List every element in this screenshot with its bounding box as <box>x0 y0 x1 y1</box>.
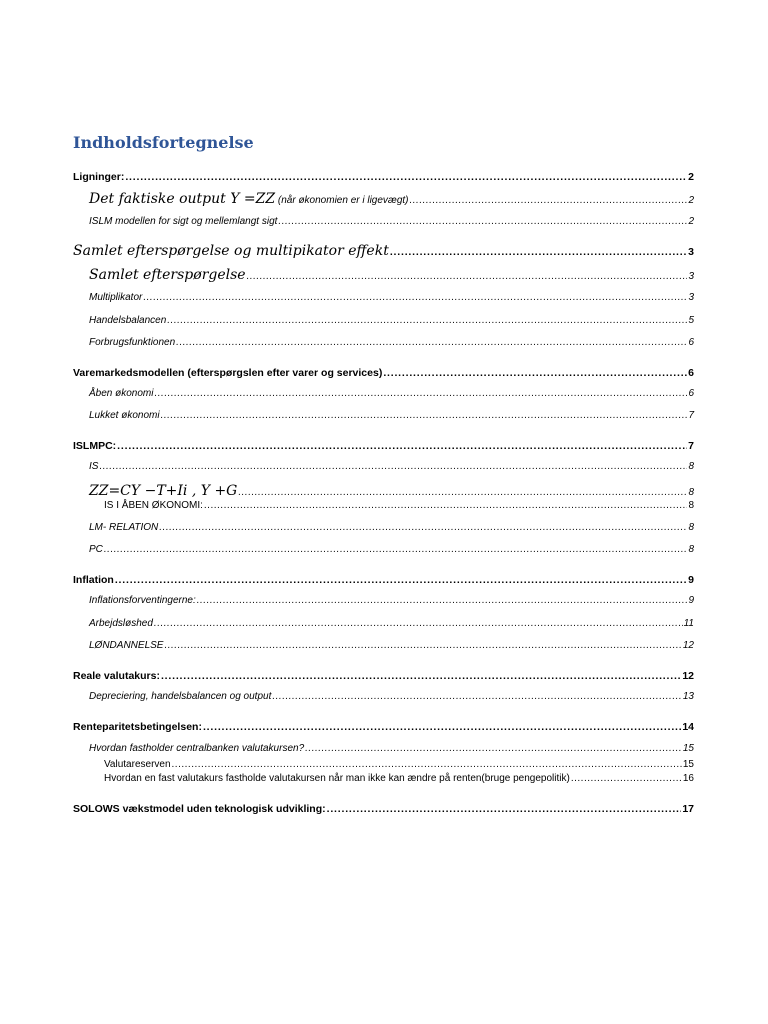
toc-entry-math: ZZ=CY −T+Ii , Y +G <box>89 483 238 499</box>
toc-page-number: 15 <box>682 743 694 754</box>
toc-page-number: 9 <box>688 595 694 606</box>
dot-leader <box>305 744 682 754</box>
toc-entry-hvordan-fastholder[interactable] <box>89 744 694 754</box>
toc-page-number: 9 <box>688 574 694 586</box>
toc-entry-islm-modellen[interactable] <box>89 217 694 227</box>
dot-leader <box>99 462 687 472</box>
toc-entry-reale-valutakurs[interactable] <box>73 671 694 682</box>
toc-entry-multiplikator[interactable] <box>89 293 694 303</box>
toc-page-number: 2 <box>688 216 694 227</box>
toc-entry-text: PC <box>89 544 103 555</box>
toc-entry-is[interactable] <box>89 462 694 472</box>
toc-entry-loendannelse[interactable] <box>89 641 694 651</box>
dot-leader <box>154 619 683 629</box>
toc-page-number: 2 <box>688 171 694 183</box>
toc-page-number: 7 <box>688 410 694 421</box>
toc-entry-text: ISLMPC: <box>73 440 117 452</box>
toc-page-number: 3 <box>688 246 694 258</box>
toc-entry-renteparitetsbetingelsen[interactable] <box>73 722 694 733</box>
dot-leader <box>104 545 688 555</box>
toc-entry-text: Inflationsforventingerne: <box>89 595 196 606</box>
toc-entry-text: Renteparitetsbetingelsen: <box>73 721 202 733</box>
toc-entry-valutareserven[interactable] <box>104 760 694 770</box>
toc-entry-text: Inflation <box>73 574 114 586</box>
dot-leader <box>154 389 687 399</box>
toc-entry-math: Samlet efterspørgelse og multipikator effekt <box>73 243 389 259</box>
toc-entry-varemarkedsmodellen[interactable] <box>73 368 694 379</box>
toc-entry-text: Varemarkedsmodellen (efterspørgslen efter varer og services) <box>73 367 383 379</box>
dot-leader <box>204 501 688 511</box>
toc-entry-text: IS <box>89 461 99 472</box>
dot-leader <box>410 196 688 206</box>
toc-page-number: 8 <box>688 500 694 511</box>
toc-page-number: 6 <box>688 367 694 379</box>
toc-page-number: 13 <box>682 691 694 702</box>
toc-entry-forbrugsfunktionen[interactable] <box>89 338 694 348</box>
toc-entry-math: Det faktiske output Y =ZZ <box>89 191 276 207</box>
toc-entry-is-aaben-oekonomi[interactable] <box>104 501 694 511</box>
toc-entry-islmpc[interactable] <box>73 441 694 452</box>
dot-leader <box>238 488 687 498</box>
toc-entry-text: Forbrugsfunktionen <box>89 337 176 348</box>
toc-entry-text: Hvordan fastholder centralbanken valutakursen? <box>89 743 305 754</box>
toc-entry-text: Arbejdsløshed <box>89 618 153 629</box>
dot-leader <box>117 441 687 452</box>
toc-page-number: 3 <box>688 271 694 282</box>
dot-leader <box>176 338 687 348</box>
toc-entry-zz-equation[interactable] <box>89 484 694 498</box>
toc-entry-note: (når økonomien er i ligevægt) <box>275 195 409 206</box>
dot-leader <box>278 217 687 227</box>
toc-page-number: 11 <box>683 618 694 629</box>
toc-entry-depreciering[interactable] <box>89 692 694 702</box>
toc-entry-text: Multiplikator <box>89 292 143 303</box>
dot-leader <box>125 172 687 183</box>
dot-leader <box>272 692 682 702</box>
toc-page-number: 12 <box>682 640 694 651</box>
toc-entry-lukket-oekonomi[interactable] <box>89 411 694 421</box>
toc-entry-text: Reale valutakurs: <box>73 670 160 682</box>
toc-entry-text: Ligninger: <box>73 171 125 183</box>
toc-entry-handelsbalancen[interactable] <box>89 316 694 326</box>
toc-page-number: 8 <box>688 487 694 498</box>
toc-page-number: 17 <box>682 803 694 815</box>
toc-page-number: 6 <box>688 337 694 348</box>
toc-page-number: 6 <box>688 388 694 399</box>
toc-page-number: 8 <box>688 544 694 555</box>
dot-leader <box>571 774 682 784</box>
toc-page-number: 3 <box>688 292 694 303</box>
dot-leader <box>327 804 682 815</box>
toc-entry-det-faktiske-output[interactable] <box>89 192 694 206</box>
toc-entry-arbejdsloeshed[interactable] <box>89 619 694 629</box>
toc-entry-ligninger[interactable] <box>73 172 694 183</box>
toc-entry-text: IS I ÅBEN ØKONOMI: <box>104 500 203 511</box>
toc-entry-text: Lukket økonomi <box>89 410 160 421</box>
toc-page-number: 12 <box>682 670 694 682</box>
toc-entry-solows-vaekstmodel[interactable] <box>73 804 694 815</box>
toc-entry-text: Åben økonomi <box>89 388 154 399</box>
dot-leader <box>161 671 681 682</box>
toc-entry-inflation[interactable] <box>73 575 694 586</box>
toc-entry-samlet-efterspoergelse[interactable] <box>89 268 694 282</box>
toc-entry-pc[interactable] <box>89 545 694 555</box>
dot-leader <box>167 316 687 326</box>
toc-entry-text: LM- RELATION <box>89 522 159 533</box>
dot-leader <box>172 760 682 770</box>
toc-page-number: 5 <box>688 315 694 326</box>
toc-page-number: 7 <box>688 440 694 452</box>
dot-leader <box>159 523 687 533</box>
dot-leader <box>390 247 687 258</box>
toc-entry-text: LØNDANNELSE <box>89 640 164 651</box>
toc-entry-hvordan-en-fast-valutakurs[interactable] <box>104 774 694 784</box>
toc-page-number: 2 <box>688 195 694 206</box>
dot-leader <box>383 368 687 379</box>
dot-leader <box>115 575 687 586</box>
toc-entry-inflationsforventingerne[interactable] <box>89 596 694 606</box>
toc-page-number: 14 <box>682 721 694 733</box>
toc-page-number: 15 <box>682 759 694 770</box>
dot-leader <box>164 641 681 651</box>
toc-entry-text: Depreciering, handelsbalancen og output <box>89 691 272 702</box>
toc-heading: Indholdsfortegnelse <box>73 133 254 152</box>
dot-leader <box>143 293 687 303</box>
toc-entry-samlet-efterspoergelse-multipikator[interactable] <box>73 244 694 258</box>
dot-leader <box>197 596 688 606</box>
toc-entry-text: Handelsbalancen <box>89 315 167 326</box>
dot-leader <box>161 411 688 421</box>
toc-entry-text: SOLOWS vækstmodel uden teknologisk udvikling: <box>73 803 326 815</box>
toc-entry-text: ISLM modellen for sigt og mellemlangt sigt <box>89 216 278 227</box>
toc-entry-aaben-oekonomi[interactable] <box>89 389 694 399</box>
toc-page-number: 8 <box>688 522 694 533</box>
toc-entry-math: Samlet efterspørgelse <box>89 267 246 283</box>
dot-leader <box>203 722 681 733</box>
toc-page-number: 8 <box>688 461 694 472</box>
dot-leader <box>247 272 688 282</box>
toc-entry-lm-relation[interactable] <box>89 523 694 533</box>
toc-entry-text: Valutareserven <box>104 759 171 770</box>
toc-page-number: 16 <box>682 773 694 784</box>
toc-entry-text: Hvordan en fast valutakurs fastholde valutakursen når man ikke kan ændre på renten(bruge pengepolitik) <box>104 773 570 784</box>
